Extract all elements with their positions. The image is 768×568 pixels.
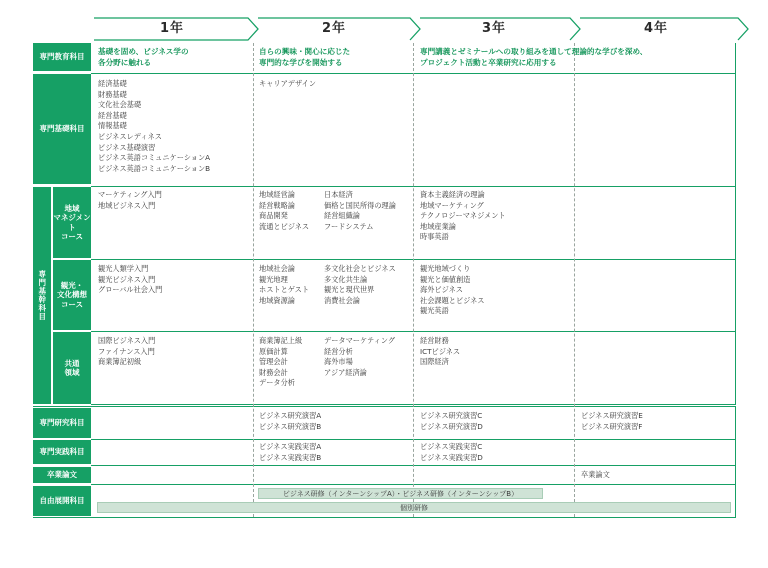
row-label-kanko: 観光・ 文化構想 コース — [53, 260, 91, 330]
kanko-year2-list-b: 多文化社会とビジネス 多文化共生論 観光と現代世界 消費社会論 — [324, 264, 396, 305]
row-label-kenkyu: 専門研究科目 — [33, 408, 91, 438]
section-divider — [33, 406, 736, 407]
year-separator — [413, 43, 414, 517]
kiso-year2-list: キャリアデザイン — [259, 79, 316, 88]
chiiki-year2-list-b: 日本経済 価格と国民所得の理論 経営組織論 フードシステム — [324, 190, 396, 231]
year-1-label: 1年 — [160, 21, 185, 36]
row-label-kyoiku: 専門教育科目 — [33, 43, 91, 71]
chiiki-year2-list-a: 地域経営論 経営戦略論 商品開発 流通とビジネス — [259, 190, 310, 231]
year-3-label: 3年 — [482, 21, 507, 36]
sotsugyo-year4: 卒業論文 — [581, 470, 610, 479]
kyotsu-year1-list: 国際ビジネス入門 ファイナンス入門 商業簿記初級 — [98, 336, 156, 367]
goal-year2: 自らの興味・関心に応じた 専門的な学びを開始する — [259, 47, 351, 67]
kyotsu-year2-list-a: 商業簿記上級 原価計算 管理会計 財務会計 データ分析 — [259, 336, 303, 388]
row-label-kihon: 専門基幹科目 — [33, 187, 51, 404]
right-border — [735, 43, 736, 404]
right-border — [735, 406, 736, 517]
year-separator — [574, 43, 575, 517]
goal-year1: 基礎を固め、ビジネス学の 各分野に触れる — [98, 47, 189, 67]
jissen-year3-list: ビジネス実践実習C ビジネス実践実習D — [420, 442, 483, 462]
row-label-jissen: 専門実践科目 — [33, 440, 91, 464]
kanko-year2-list-a: 地域社会論 観光地理 ホストとゲスト 地域資源論 — [259, 264, 310, 305]
kyotsu-year3-list: 経営財務 ICTビジネス 国際経済 — [420, 336, 461, 367]
year-4-label: 4年 — [644, 21, 669, 36]
kenkyu-year4-list: ビジネス研究演習E ビジネス研究演習F — [581, 411, 643, 431]
kenkyu-year3-list: ビジネス研究演習C ビジネス研究演習D — [420, 411, 483, 431]
jissen-year2-list: ビジネス実践実習A ビジネス実践実習B — [259, 442, 322, 462]
row-label-kyotsu: 共通 領域 — [53, 332, 91, 404]
kiso-year1-list: 経済基礎 財務基礎 文化社会基礎 経営基礎 情報基礎 ビジネスレディネス ビジネス基礎演習 ビジネス英語コミュニケーションA ビジネス英語コミュニケーションB — [98, 79, 211, 173]
kanko-year3-list: 観光地域づくり 観光と価値創造 海外ビジネス 社会課題とビジネス 観光英語 — [420, 264, 485, 316]
kyotsu-year2-list-b: データマーケティング 経営分析 海外市場 アジア経済論 — [324, 336, 396, 377]
kanko-year1-list: 観光人類学入門 観光ビジネス入門 グローバル社会入門 — [98, 264, 163, 295]
row-label-kiso: 専門基礎科目 — [33, 74, 91, 184]
row-label-sotsugyo: 卒業論文 — [33, 467, 91, 483]
kenkyu-year2-list: ビジネス研究演習A ビジネス研究演習B — [259, 411, 322, 431]
internship-bar: ビジネス研修（インターンシップA）・ビジネス研修（インターンシップB） — [258, 488, 543, 499]
row-label-jiyu: 自由展開科目 — [33, 486, 91, 516]
goal-year3-4: 専門講義とゼミナールへの取り組みを通して理論的な学びを深め、 プロジェクト活動と卒業研究に応用する — [420, 47, 648, 67]
year-separator — [253, 43, 254, 517]
chiiki-year3-list: 資本主義経済の理論 地域マーケティング テクノロジーマネジメント 地域産業論 時事英語 — [420, 190, 506, 242]
year-2-label: 2年 — [322, 21, 347, 36]
chiiki-year1-list: マーケティング入門 地域ビジネス入門 — [98, 190, 162, 210]
individual-training-bar: 個別研修 — [97, 502, 731, 513]
row-label-chiiki: 地域 マネジメント コース — [53, 187, 91, 258]
row-divider — [33, 517, 736, 518]
